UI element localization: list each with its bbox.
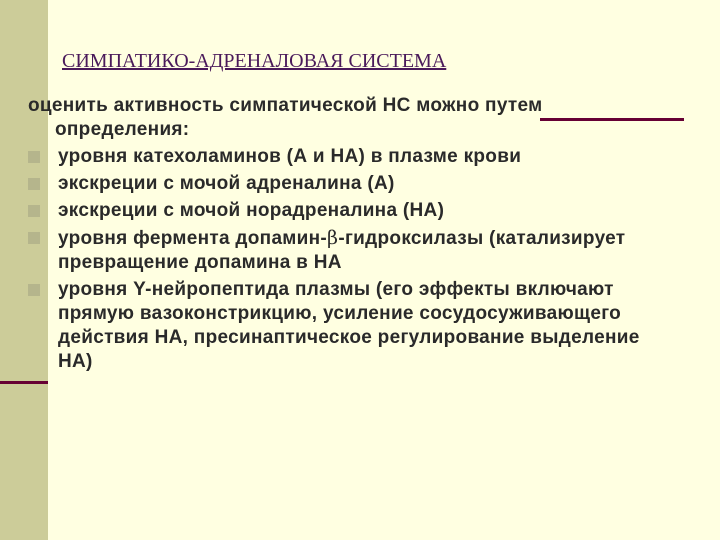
square-bullet-icon: [28, 205, 40, 217]
left-accent-line: [0, 381, 48, 384]
bullet-text: экскреции с мочой норадреналина (НА): [58, 200, 445, 221]
bullet-item: [28, 226, 678, 275]
intro-text: оценить активность симпатической НС можно путем определения:: [28, 95, 543, 140]
square-bullet-icon: [28, 284, 40, 296]
bullet-text: экскреции с мочой адреналина (А): [58, 173, 395, 194]
bullet-text: уровня катехоламинов (А и НА) в плазме крови: [58, 146, 522, 167]
bullet-item: [28, 278, 678, 374]
bullet-item: [28, 145, 678, 169]
square-bullet-icon: [28, 178, 40, 190]
bullet-text-after: -гидроксилазы (катализирует превращение допамина в НА: [58, 228, 626, 273]
square-bullet-icon: [28, 232, 40, 244]
beta-symbol: β: [327, 227, 339, 249]
bullet-text-before: уровня фермента допамин-: [58, 228, 328, 249]
slide-content: [28, 94, 678, 377]
bullet-item: [28, 199, 678, 223]
slide-title: СИМПАТИКО-АДРЕНАЛОВАЯ СИСТЕМА: [62, 50, 447, 72]
bullet-list: [28, 145, 678, 374]
bullet-item: [28, 172, 678, 196]
square-bullet-icon: [28, 151, 40, 163]
bullet-text: уровня Y-нейропептида плазмы (его эффекты включают прямую вазоконстрикцию, усиление сосудосуживающего действия НА, пресинаптическое регулирование выделение НА): [58, 279, 640, 372]
